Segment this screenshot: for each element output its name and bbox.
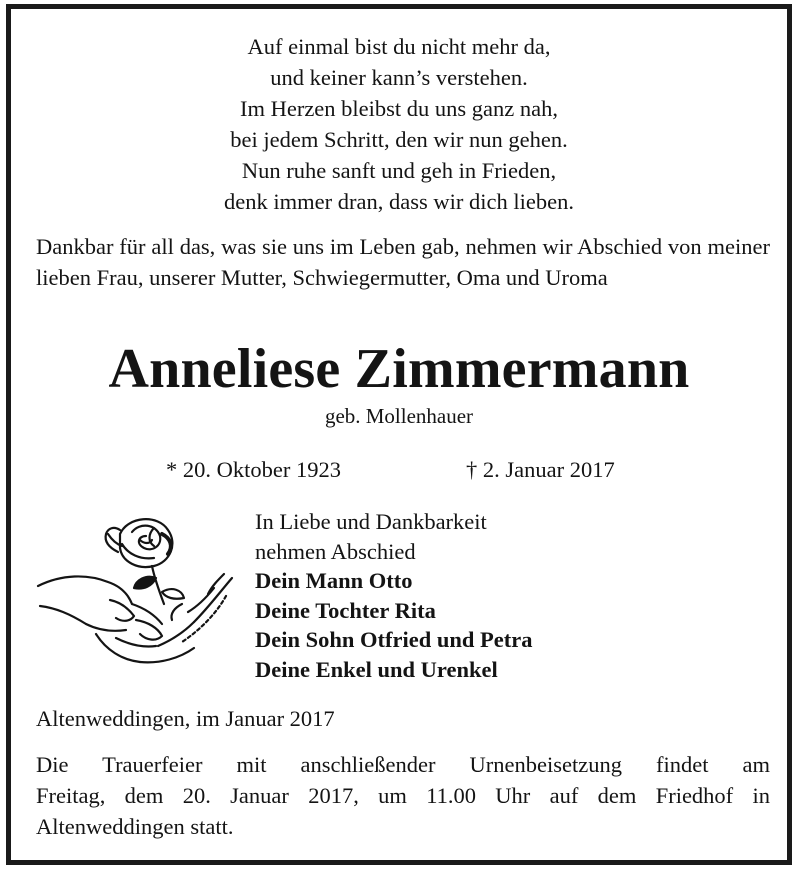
mourner-name: Dein Mann Otto: [255, 568, 413, 593]
poem-line: denk immer dran, dass wir dich lieben.: [224, 189, 574, 214]
mourner-name: Deine Tochter Rita: [255, 597, 436, 623]
mourner-name: Deine Enkel und Urenkel: [255, 656, 498, 682]
mourners-intro-line: In Liebe und Dankbarkeit: [255, 509, 487, 534]
mourners-intro-line: nehmen Abschied: [255, 538, 416, 564]
funeral-notice: [36, 749, 770, 842]
poem-line: Im Herzen bleibst du uns ganz nah,: [239, 96, 559, 121]
mourner-name: Dein Sohn Otfried und Petra: [255, 627, 533, 652]
funeral-line: Freitag, dem 20. Januar 2017, um 11.00 Uhr auf dem Friedhof in: [36, 783, 770, 808]
farewell-intro: Dankbar für all das, was sie uns im Leben gab, nehmen wir Abschied von meiner lieben Frau, unserer Mutter, Schwiegermutter, Oma und Uroma: [36, 234, 770, 290]
mourners-block: [255, 507, 533, 684]
funeral-line: Altenweddingen statt.: [36, 814, 234, 839]
poem-line: Nun ruhe sanft und geh in Frieden,: [241, 158, 557, 183]
deceased-name: Anneliese Zimmermann: [108, 338, 690, 400]
poem-line: Auf einmal bist du nicht mehr da,: [247, 34, 551, 59]
obituary-frame: [6, 4, 792, 865]
maiden-name: geb. Mollenhauer: [324, 404, 474, 428]
poem-line: bei jedem Schritt, den wir nun gehen.: [230, 127, 568, 152]
memorial-poem: [11, 31, 787, 217]
place-and-date: Altenweddingen, im Januar 2017: [36, 706, 335, 731]
funeral-line: Die Trauerfeier mit anschließender Urnenbeisetzung findet am: [36, 752, 770, 777]
birth-date: * 20. Oktober 1923: [166, 457, 341, 482]
rose-in-hands-icon: [36, 504, 236, 674]
death-date: † 2. Januar 2017: [466, 457, 615, 482]
poem-line: und keiner kann’s verstehen.: [270, 65, 528, 90]
